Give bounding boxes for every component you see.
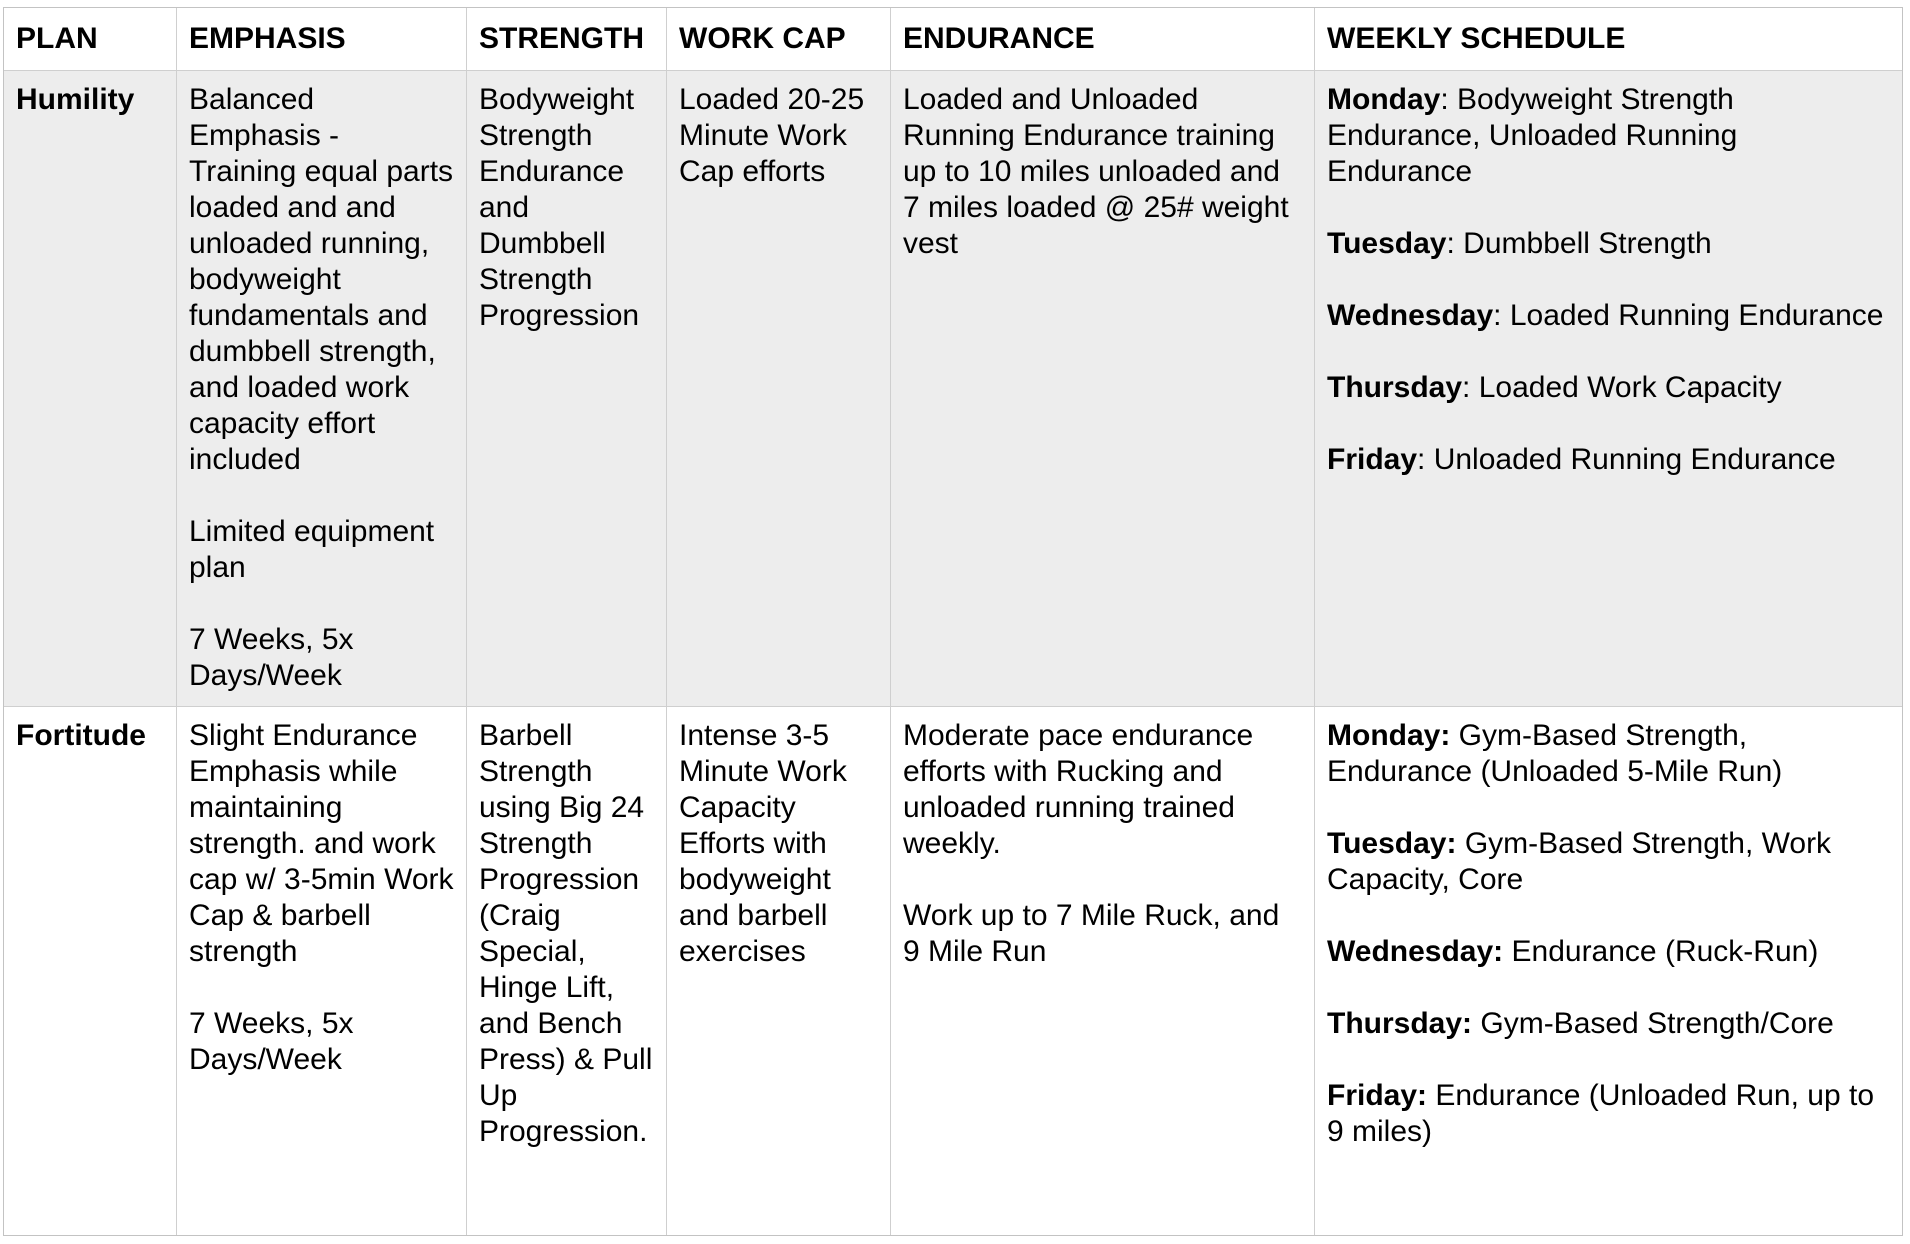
weekly-schedule-cell <box>1315 707 1902 1235</box>
endurance-paragraph: Moderate pace endurance efforts with Rucking and unloaded running trained weekly. <box>903 719 1254 860</box>
work-cap-paragraph: Loaded 20-25 Minute Work Cap efforts <box>679 83 865 188</box>
emphasis-paragraph: 7 Weeks, 5x Days/Week <box>189 623 354 692</box>
schedule-day-label: Friday: <box>1327 1079 1428 1112</box>
endurance-paragraph: Loaded and Unloaded Running Endurance training up to 10 miles unloaded and 7 miles loaded @ 25# weight vest <box>903 83 1289 260</box>
schedule-day-text: : Unloaded Running Endurance <box>1417 443 1836 476</box>
schedule-item-friday <box>1327 1078 1890 1150</box>
schedule-item-thursday <box>1327 1006 1890 1042</box>
work-cap-cell <box>667 707 891 1235</box>
table-row-humility <box>4 71 1902 707</box>
table-row-fortitude <box>4 707 1902 1235</box>
strength-paragraph: Barbell Strength using Big 24 Strength Progression (Craig Special, Hinge Lift, and Bench Press) & Pull Up Progression. <box>479 719 653 1148</box>
schedule-day-text: : Loaded Running Endurance <box>1493 299 1884 332</box>
endurance-cell <box>891 707 1315 1235</box>
emphasis-paragraph: Limited equipment plan <box>189 515 435 584</box>
emphasis-paragraph: Balanced Emphasis - Training equal parts loaded and and unloaded running, bodyweight fundamentals and dumbbell strength, and loaded work capacity effort included <box>189 83 454 476</box>
column-header-plan: PLAN <box>4 8 177 70</box>
emphasis-cell <box>177 707 467 1235</box>
plan-name: Fortitude <box>4 707 177 1235</box>
column-header-strength: STRENGTH <box>467 8 667 70</box>
schedule-item-monday <box>1327 718 1890 790</box>
column-header-endurance: ENDURANCE <box>891 8 1315 70</box>
schedule-day-text: : Loaded Work Capacity <box>1462 371 1782 404</box>
schedule-item-tuesday <box>1327 826 1890 898</box>
schedule-day-text: Gym-Based Strength/Core <box>1472 1007 1834 1040</box>
plan-name: Humility <box>4 71 177 706</box>
schedule-day-text: Gym-Based Strength, Endurance (Unloaded 5-Mile Run) <box>1327 719 1783 788</box>
schedule-day-text: Endurance (Ruck-Run) <box>1503 935 1819 968</box>
schedule-item-monday <box>1327 82 1890 190</box>
strength-cell <box>467 707 667 1235</box>
strength-cell <box>467 71 667 706</box>
schedule-item-tuesday <box>1327 226 1890 262</box>
emphasis-cell <box>177 71 467 706</box>
work-cap-cell <box>667 71 891 706</box>
schedule-day-text: Endurance (Unloaded Run, up to 9 miles) <box>1327 1079 1874 1148</box>
schedule-item-thursday <box>1327 370 1890 406</box>
weekly-schedule-cell <box>1315 71 1902 706</box>
schedule-day-label: Friday <box>1327 443 1418 476</box>
strength-paragraph: Bodyweight Strength Endurance and Dumbbell Strength Progression <box>479 83 640 332</box>
schedule-day-label: Monday <box>1327 83 1441 116</box>
endurance-cell <box>891 71 1315 706</box>
emphasis-paragraph: Slight Endurance Emphasis while maintaining strength. and work cap w/ 3-5min Work Cap & barbell strength <box>189 719 454 968</box>
schedule-item-friday <box>1327 442 1890 478</box>
schedule-day-label: Thursday: <box>1327 1007 1473 1040</box>
schedule-day-label: Thursday <box>1327 371 1463 404</box>
schedule-day-text: Gym-Based Strength, Work Capacity, Core <box>1327 827 1832 896</box>
schedule-day-label: Tuesday: <box>1327 827 1457 860</box>
schedule-day-label: Wednesday <box>1327 299 1494 332</box>
work-cap-paragraph: Intense 3-5 Minute Work Capacity Efforts with bodyweight and barbell exercises <box>679 719 847 968</box>
schedule-item-wednesday <box>1327 298 1890 334</box>
training-plans-table <box>3 7 1903 1236</box>
schedule-day-text: : Bodyweight Strength Endurance, Unloaded Running Endurance <box>1327 83 1738 188</box>
emphasis-paragraph: 7 Weeks, 5x Days/Week <box>189 1007 354 1076</box>
column-header-work-cap: WORK CAP <box>667 8 891 70</box>
column-header-weekly-schedule: WEEKLY SCHEDULE <box>1315 8 1902 70</box>
endurance-paragraph: Work up to 7 Mile Ruck, and 9 Mile Run <box>903 899 1280 968</box>
schedule-day-label: Tuesday <box>1327 227 1447 260</box>
column-header-emphasis: EMPHASIS <box>177 8 467 70</box>
schedule-day-label: Monday: <box>1327 719 1451 752</box>
schedule-item-wednesday <box>1327 934 1890 970</box>
table-header-row <box>4 8 1902 71</box>
schedule-day-label: Wednesday: <box>1327 935 1504 968</box>
schedule-day-text: : Dumbbell Strength <box>1446 227 1712 260</box>
